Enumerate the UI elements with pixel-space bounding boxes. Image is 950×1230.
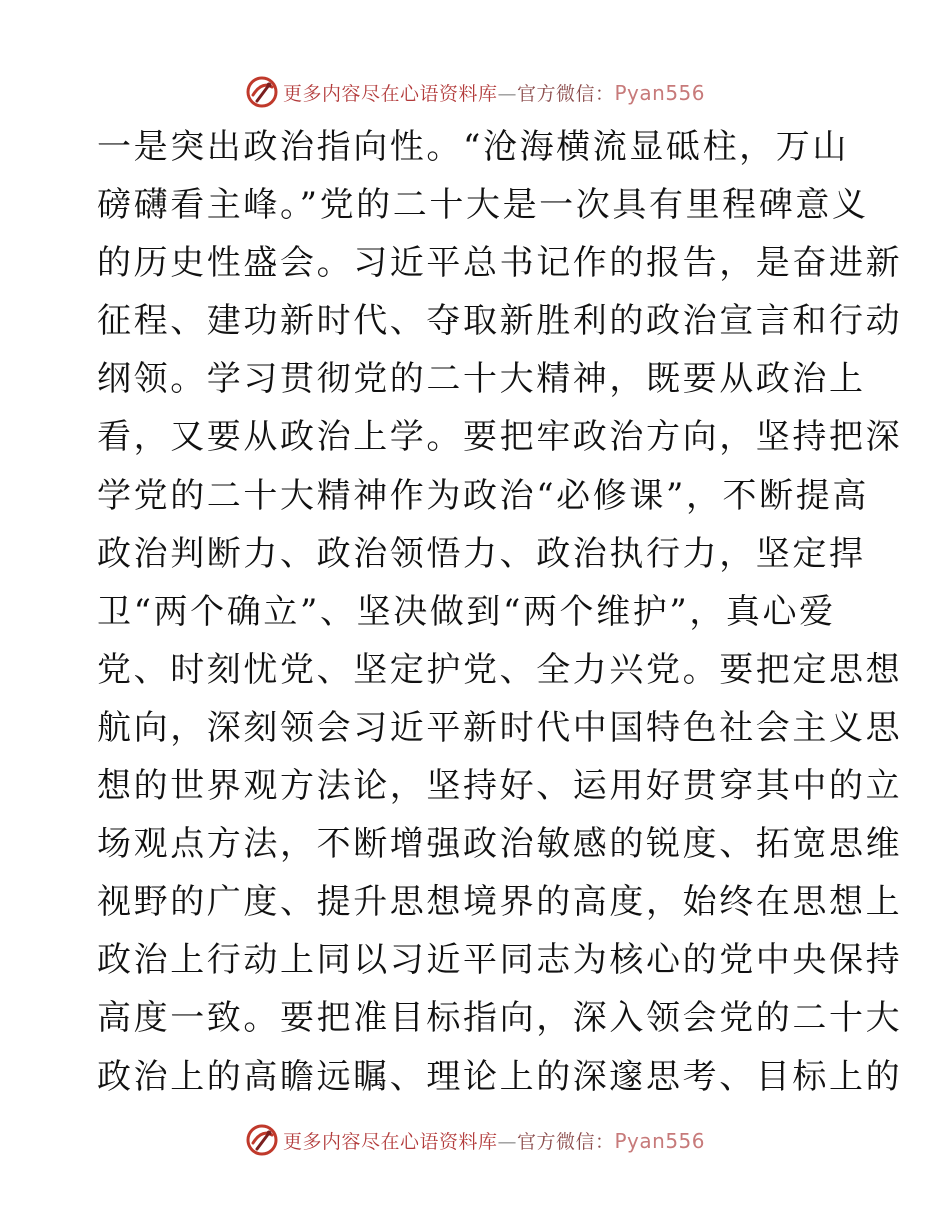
watermark-main: 更多内容尽在心语资料库: [282, 82, 498, 105]
body-line: 磅礴看主峰。”党的二十大是一次具有里程碑意义: [97, 185, 869, 226]
brand-logo-icon: [245, 1123, 279, 1157]
body-line: 学党的二十大精神作为政治“必修课”，不断提高: [97, 475, 869, 516]
watermark-dash: —: [497, 1130, 517, 1153]
watermark-id: Pyan556: [614, 80, 706, 105]
document-body: [97, 118, 903, 1106]
body-line: 政治上的高瞻远瞩、理论上的深邃思考、目标上的: [97, 1056, 903, 1097]
body-line: 视野的广度、提升思想境界的高度，始终在思想上: [97, 882, 903, 923]
watermark-dash: —: [497, 82, 517, 105]
watermark-id: Pyan556: [614, 1128, 706, 1153]
body-line: 政治判断力、政治领悟力、政治执行力，坚定捍: [97, 533, 866, 574]
body-line: 一是突出政治指向性。“沧海横流显砥柱，万山: [97, 127, 849, 167]
body-line: 政治上行动上同以习近平同志为核心的党中央保持: [97, 940, 903, 981]
watermark-sub: 官方微信：: [516, 82, 615, 105]
body-line: 航向，深刻领会习近平新时代中国特色社会主义思: [97, 707, 903, 748]
watermark-text: [283, 79, 705, 106]
header-watermark: [0, 72, 950, 112]
watermark-main: 更多内容尽在心语资料库: [282, 1130, 498, 1153]
body-line: 场观点方法，不断增强政治敏感的锐度、拓宽思维: [97, 824, 903, 865]
body-line: 高度一致。要把准目标指向，深入领会党的二十大: [97, 998, 903, 1039]
body-line: 的历史性盛会。习近平总书记作的报告，是奋进新: [97, 243, 903, 284]
body-line: 看，又要从政治上学。要把牢政治方向，坚持把深: [97, 417, 903, 458]
body-line: 纲领。学习贯彻党的二十大精神，既要从政治上: [97, 359, 866, 400]
body-line: 卫“两个确立”、坚决做到“两个维护”，真心爱: [97, 591, 836, 632]
footer-watermark: [0, 1120, 950, 1160]
watermark-sub: 官方微信：: [516, 1130, 615, 1153]
body-line: 征程、建功新时代、夺取新胜利的政治宣言和行动: [97, 301, 903, 342]
watermark-text: [283, 1127, 705, 1154]
brand-logo-icon: [245, 75, 279, 109]
body-line: 想的世界观方法论，坚持好、运用好贯穿其中的立: [97, 766, 903, 807]
body-line: 党、时刻忧党、坚定护党、全力兴党。要把定思想: [97, 649, 903, 690]
